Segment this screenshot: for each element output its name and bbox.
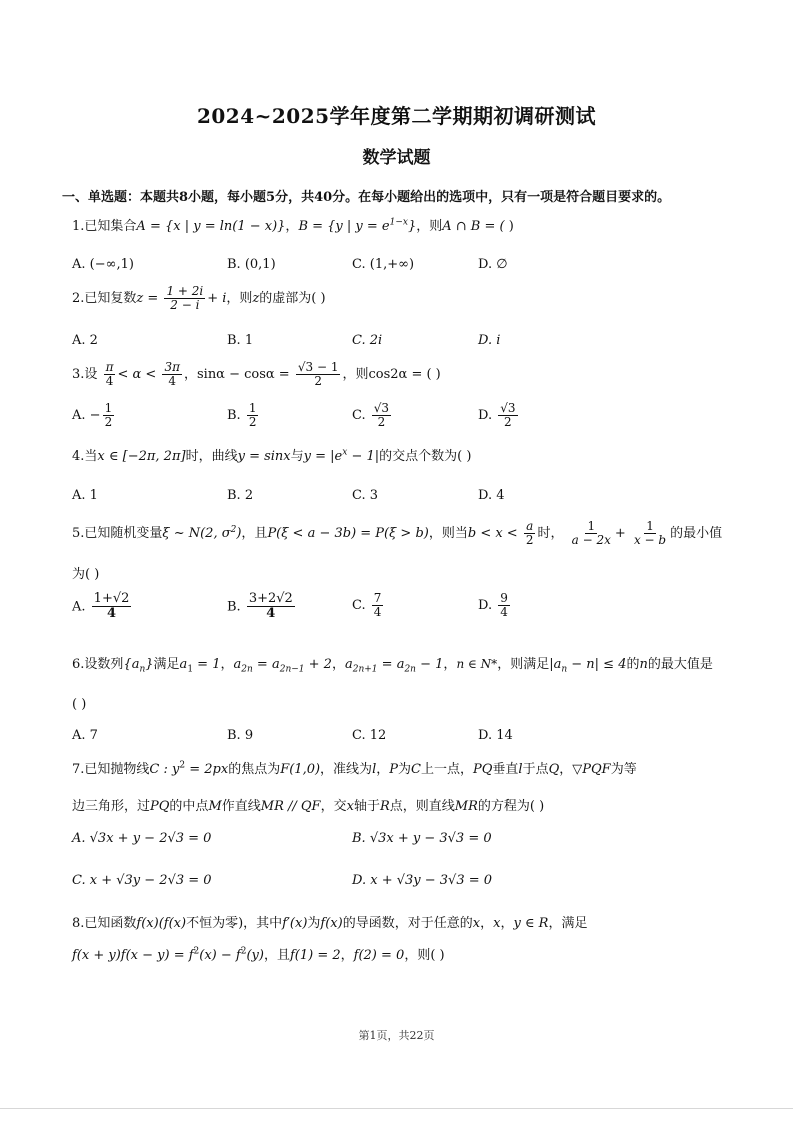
question-text: 轴于 — [353, 799, 380, 814]
question-8-line-2 — [72, 944, 445, 963]
math-expression: a — [344, 657, 353, 672]
option-d: D. x + √3y − 3√3 = 0 — [352, 873, 493, 888]
math-expression: |a — [549, 657, 562, 672]
fraction — [162, 361, 182, 388]
option-d: D. i — [478, 333, 501, 348]
question-number: 4. — [72, 449, 85, 464]
fraction-denominator: a − 2x — [571, 533, 611, 548]
fraction-denominator: 4 — [500, 605, 508, 620]
question-text: ，则当 — [428, 526, 468, 542]
option-c: C. 3 — [352, 488, 379, 503]
option-d: D. 4 — [478, 488, 505, 503]
question-number: 6. — [72, 657, 85, 672]
fraction — [524, 520, 536, 547]
question-text: ，则 — [342, 367, 369, 383]
question-text: 满足 — [153, 657, 180, 672]
question-text: ， — [500, 916, 514, 931]
fraction-denominator: 4 — [373, 605, 382, 620]
page-title: 2024~2025学年度第二学期期初调研测试 — [196, 104, 597, 128]
math-subscript: n — [139, 664, 146, 675]
question-number: 5. — [72, 526, 85, 542]
math-expression: f(2) = 0 — [353, 948, 405, 963]
option-label: B. — [227, 408, 241, 424]
option-a: A. 1 — [72, 488, 98, 503]
question-6 — [72, 653, 713, 675]
fraction-denominator: 4 — [107, 606, 117, 622]
math-expression: Q — [548, 762, 560, 777]
option-a — [72, 592, 133, 622]
math-expression: f(x + y)f(x − y) = f — [72, 948, 194, 963]
math-expression: z — [252, 291, 260, 307]
question-text: 的方程为( ) — [477, 799, 545, 814]
question-text: 作直线 — [221, 799, 261, 814]
math-expression: = a — [252, 657, 280, 672]
question-8 — [72, 912, 588, 931]
question-text: 于点 — [522, 762, 549, 777]
question-text: ， — [376, 762, 390, 777]
math-expression: cos2α = ( — [368, 367, 432, 383]
fraction — [103, 402, 115, 429]
question-text: ， — [340, 948, 354, 963]
fraction — [104, 361, 116, 388]
question-text: 上一点， — [420, 762, 473, 777]
option-b: B. 9 — [227, 728, 254, 743]
math-superscript: 2 — [193, 946, 200, 957]
math-expression: {a — [123, 657, 140, 672]
option-c: C. x + √3y − 2√3 = 0 — [72, 873, 212, 888]
fraction-numerator: π — [105, 360, 114, 374]
question-3 — [72, 361, 441, 388]
question-text: ， — [331, 657, 345, 672]
question-text: ， — [443, 657, 457, 672]
option-b: B. (0,1) — [227, 257, 276, 272]
question-number: 3. — [72, 367, 85, 383]
math-expression: A = {x | y = ln(1 − x)} — [136, 219, 286, 234]
option-a: A. √3x + y − 2√3 = 0 — [72, 831, 212, 846]
question-7 — [72, 758, 637, 777]
option-d — [478, 402, 520, 429]
page-subtitle: 数学试题 — [362, 148, 431, 168]
option-c: C. 2i — [352, 333, 383, 348]
question-text: 的最小值 — [670, 526, 723, 542]
math-superscript: 2 — [230, 524, 237, 535]
question-text: ，且 — [241, 526, 268, 542]
question-text: 当 — [84, 449, 98, 464]
math-expression: P(ξ < a − 3b) = P(ξ > b) — [267, 526, 429, 542]
math-expression: y = sinx — [237, 449, 291, 464]
fraction — [164, 285, 205, 312]
fraction-denominator: 2 — [525, 533, 534, 548]
option-d — [478, 592, 512, 619]
question-text: 边三角形，过 — [72, 799, 151, 814]
option-label: A. — [72, 408, 86, 424]
option-b — [227, 402, 260, 429]
math-expression: y ∈ R — [513, 916, 549, 931]
question-text: ， — [220, 657, 234, 672]
question-1 — [72, 215, 514, 234]
math-expression: x — [472, 916, 481, 931]
math-subscript: n — [561, 664, 568, 675]
question-number: 2. — [72, 291, 85, 307]
question-4 — [72, 445, 471, 464]
question-text: ，则 — [416, 219, 443, 234]
question-text: 已知复数 — [84, 291, 137, 307]
math-superscript: 2 — [240, 946, 247, 957]
option-a: A. 2 — [72, 333, 98, 348]
fraction-denominator: 2 — [377, 415, 386, 430]
math-expression: − 1| — [347, 449, 380, 464]
math-expression: + i — [207, 291, 227, 307]
math-expression: PQ — [150, 799, 170, 814]
math-expression: f′(x) — [282, 916, 308, 931]
option-b — [227, 592, 297, 622]
fraction-denominator: 4 — [266, 606, 276, 622]
math-expression: − n| ≤ 4 — [567, 657, 627, 672]
fraction — [570, 520, 613, 547]
question-text: 的导函数，对于任意的 — [342, 916, 473, 931]
fraction — [92, 592, 132, 622]
math-expression: z = — [136, 291, 159, 307]
option-a: A. (−∞,1) — [72, 257, 134, 272]
fraction-denominator: 2 — [314, 374, 322, 389]
question-5 — [72, 520, 722, 547]
math-expression: n — [639, 657, 648, 672]
fraction-numerator: 1 — [646, 519, 654, 533]
fraction — [296, 361, 341, 388]
fraction-denominator: 2 — [504, 415, 512, 430]
option-b: B. 1 — [227, 333, 254, 348]
question-text: ， — [183, 367, 197, 383]
question-number: 1. — [72, 219, 85, 234]
math-superscript: 2 — [179, 760, 186, 771]
math-expression: C — [411, 762, 421, 777]
math-expression: ▽PQF — [572, 762, 611, 777]
fraction-numerator: 3π — [164, 360, 180, 374]
math-expression: f(x)(f(x) — [136, 916, 187, 931]
question-text: ，且 — [263, 948, 290, 963]
option-a: A. 7 — [72, 728, 98, 743]
fraction-numerator: 1 — [104, 401, 113, 415]
question-text: ， — [285, 219, 299, 234]
fraction-numerator: 1+√2 — [93, 591, 130, 606]
question-text: 垂直 — [492, 762, 519, 777]
math-expression: sinα − cosα = — [196, 367, 290, 383]
math-expression: = 1 — [193, 657, 221, 672]
math-subscript: 2n — [404, 664, 416, 675]
question-text: 为 — [307, 916, 321, 931]
question-text: ) — [431, 367, 441, 383]
fraction-numerator: 1 — [248, 401, 257, 415]
math-expression: x — [493, 916, 501, 931]
fraction-denominator: x − b — [633, 533, 667, 548]
fraction-numerator: a — [526, 519, 534, 533]
math-expression: (x) − f — [199, 948, 241, 963]
question-text: ， — [559, 762, 573, 777]
math-subscript: 1 — [187, 664, 194, 675]
math-expression: l — [518, 762, 523, 777]
math-expression: ) — [236, 526, 242, 542]
question-text: 不恒为零)，其中 — [186, 916, 283, 931]
page-footer: 第1页，共22页 — [358, 1029, 435, 1042]
fraction — [372, 592, 384, 619]
question-text: 的焦点为 — [228, 762, 281, 777]
fraction-numerator: √3 — [373, 401, 390, 415]
option-label: A. — [72, 599, 86, 615]
math-expression: (y) — [246, 948, 264, 963]
fraction-numerator: 3+2√2 — [248, 591, 293, 606]
question-text: ， — [480, 916, 494, 931]
math-expression: M — [208, 799, 222, 814]
math-expression: R — [379, 799, 390, 814]
fraction-numerator: 1 — [587, 519, 596, 533]
question-text: 已知随机变量 — [84, 526, 163, 542]
section-heading: 一、单选题：本题共8小题，每小题5分，共40分。在每小题给出的选项中，只有一项是符合题目要求的。 — [62, 190, 671, 205]
question-text: ，准线为 — [320, 762, 373, 777]
question-6-continued: ( ) — [72, 697, 87, 712]
question-text: 已知集合 — [84, 219, 137, 234]
math-expression: b < x < — [467, 526, 518, 542]
math-expression: l — [372, 762, 377, 777]
math-expression: C : y — [149, 762, 180, 777]
fraction-denominator: 2 — [104, 415, 113, 430]
math-expression: < α < — [117, 367, 157, 383]
question-text: ) — [504, 219, 514, 234]
math-expression: + — [614, 526, 626, 542]
option-label: D. — [478, 598, 493, 614]
math-expression: } — [145, 657, 154, 672]
fraction-numerator: √3 — [500, 401, 516, 415]
question-text: 时， — [537, 526, 564, 542]
math-expression: n ∈ N* — [456, 657, 498, 671]
math-expression: y = |e — [303, 449, 343, 464]
option-c: C. 12 — [352, 728, 387, 743]
question-text: 的虚部为( ) — [259, 291, 326, 307]
fraction-denominator: 4 — [168, 374, 177, 389]
question-number: 7. — [72, 762, 85, 777]
option-c — [352, 592, 385, 619]
question-2 — [72, 285, 326, 312]
fraction — [247, 592, 295, 622]
math-expression: PQ — [472, 762, 493, 777]
math-expression: MR // QF — [260, 799, 321, 814]
fraction — [247, 402, 259, 429]
question-text: 已知函数 — [84, 916, 137, 931]
math-subscript: 2n+1 — [352, 664, 378, 675]
page-bottom-border — [0, 1108, 793, 1109]
math-expression: = 2px — [185, 762, 229, 777]
question-text: ，交 — [320, 799, 347, 814]
math-expression: − 1 — [415, 657, 444, 672]
option-c — [352, 402, 393, 429]
option-d: D. ∅ — [478, 257, 508, 272]
question-text: 的 — [626, 657, 640, 672]
fraction-denominator: 2 — [248, 415, 257, 430]
option-c: C. (1,+∞) — [352, 257, 415, 272]
option-label: C. — [352, 408, 366, 424]
fraction — [372, 402, 391, 429]
option-sign: − — [89, 408, 101, 424]
option-d: D. 14 — [478, 728, 513, 743]
option-b: B. 2 — [227, 488, 254, 503]
math-superscript: x — [342, 447, 348, 458]
option-label: B. — [227, 599, 241, 615]
math-expression: P — [389, 762, 398, 777]
fraction-numerator: 1 + 2i — [166, 284, 204, 298]
question-text: 的最大值是 — [647, 657, 713, 672]
fraction-denominator: 2 − i — [170, 298, 200, 313]
math-expression: = a — [377, 657, 405, 672]
question-text: 的中点 — [169, 799, 209, 814]
question-text: ，则满足 — [497, 657, 550, 672]
fraction — [632, 520, 668, 547]
question-text: 时，曲线 — [185, 449, 238, 464]
question-text: ，则 — [226, 291, 253, 307]
math-subscript: 2n — [241, 664, 253, 675]
question-text: 与 — [290, 449, 304, 464]
fraction-numerator: √3 − 1 — [297, 360, 339, 374]
math-expression: ξ ~ N(2, σ — [162, 526, 231, 542]
math-expression: A ∩ B = ( — [442, 219, 505, 234]
option-label: D. — [478, 408, 493, 424]
question-7-line-2 — [72, 795, 544, 814]
question-text: 为 — [398, 762, 412, 777]
question-text: 设数列 — [84, 657, 124, 672]
fraction — [498, 402, 517, 429]
math-expression: x — [346, 799, 354, 814]
math-subscript: 2n−1 — [279, 664, 305, 675]
math-expression: F(1,0) — [280, 762, 321, 777]
fraction-numerator: 7 — [373, 591, 382, 605]
math-expression: f(1) = 2 — [289, 948, 341, 963]
option-label: C. — [352, 598, 366, 614]
math-superscript: 1−x — [389, 217, 408, 228]
fraction — [498, 592, 510, 619]
math-expression: a — [179, 657, 188, 672]
math-expression: + 2 — [304, 657, 332, 672]
option-b: B. √3x + y − 3√3 = 0 — [352, 831, 492, 846]
fraction-numerator: 9 — [500, 591, 508, 605]
math-expression: x ∈ [−2π, 2π] — [97, 449, 186, 464]
question-text: 已知抛物线 — [84, 762, 150, 777]
math-expression: f(x) — [320, 916, 343, 931]
question-text: 设 — [84, 367, 98, 383]
question-5-continued: 为( ) — [72, 567, 100, 582]
question-text: ，满足 — [548, 916, 588, 931]
question-text: 的交点个数为( ) — [379, 449, 472, 464]
math-expression: } — [407, 219, 417, 234]
math-expression: a — [233, 657, 242, 672]
fraction-denominator: 4 — [105, 374, 114, 389]
option-a — [72, 402, 116, 429]
math-expression: MR — [454, 799, 478, 814]
question-text: 为等 — [610, 762, 637, 777]
question-text: 点，则直线 — [389, 799, 455, 814]
question-text: ，则( ) — [404, 948, 445, 963]
math-expression: B = {y | y = e — [298, 219, 390, 234]
question-number: 8. — [72, 916, 85, 931]
